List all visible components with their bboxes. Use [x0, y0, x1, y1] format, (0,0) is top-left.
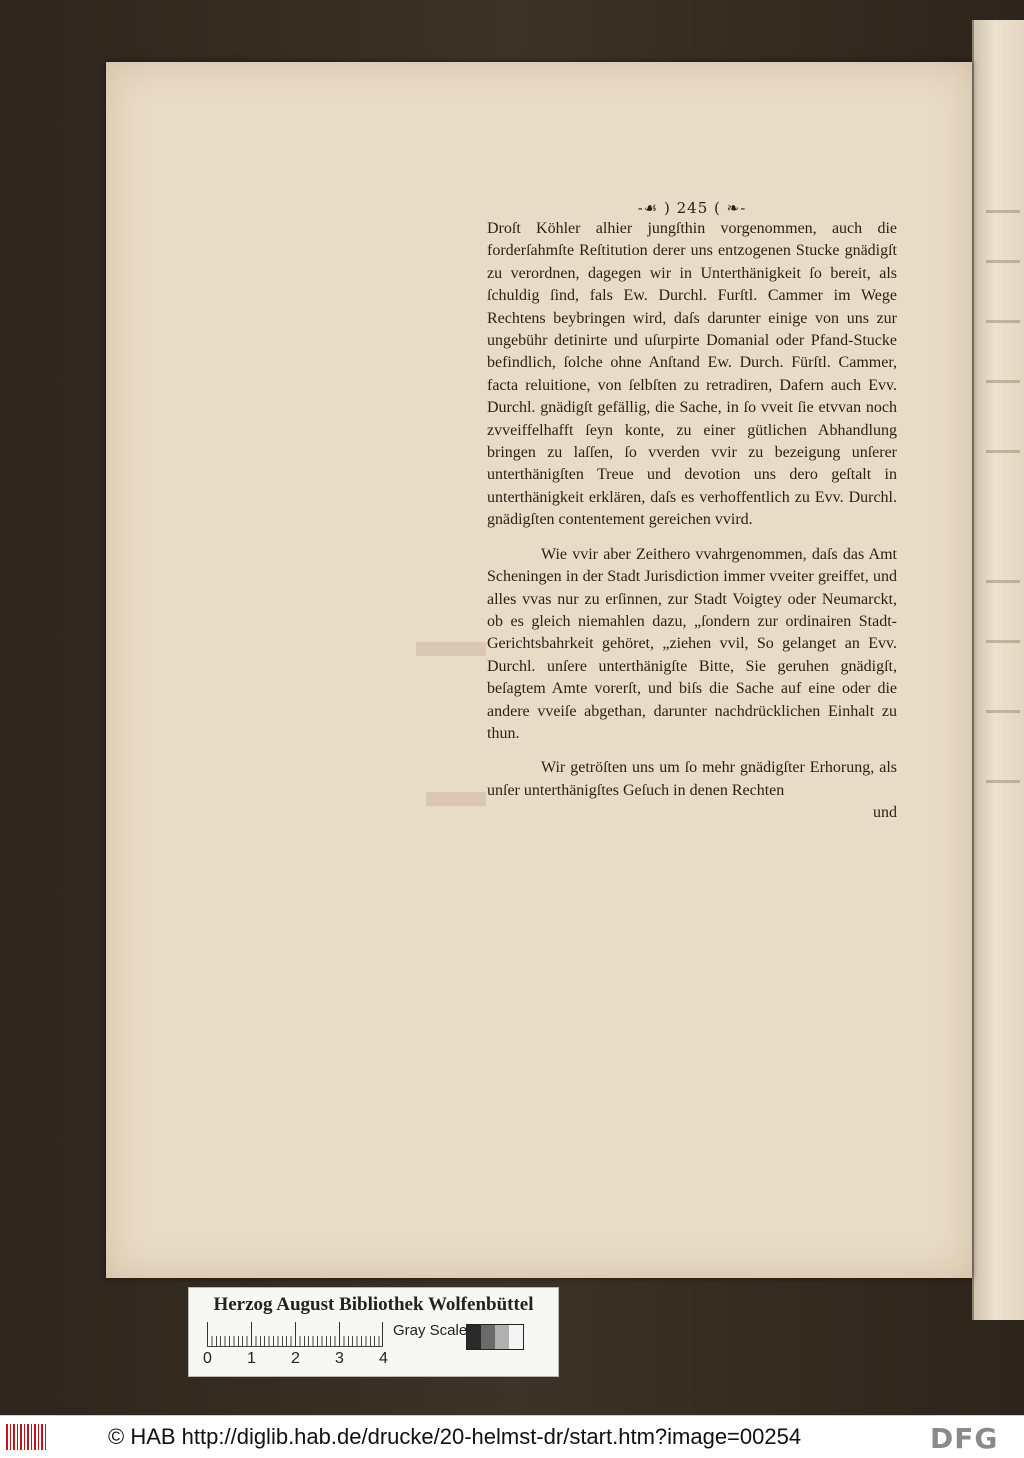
- ink-show-through: [416, 642, 486, 656]
- ruler-major-tick: [207, 1322, 208, 1346]
- gray-swatch: [495, 1325, 509, 1349]
- body-text: [487, 218, 897, 825]
- ruler-number: 2: [291, 1350, 300, 1367]
- running-head: -☙ ) 245 ( ❧-: [637, 199, 747, 217]
- ruler-major-tick: [382, 1322, 383, 1346]
- facing-page-bleed: [986, 210, 1020, 213]
- gray-scale-label: Gray Scale: [393, 1322, 468, 1339]
- ink-show-through: [426, 792, 486, 806]
- facing-page-edge: [972, 20, 1024, 1320]
- facing-page-bleed: [986, 320, 1020, 323]
- facing-page-bleed: [986, 580, 1020, 583]
- ruler-number: 0: [203, 1350, 212, 1367]
- ruler-major-tick: [251, 1322, 252, 1346]
- catchword: und: [873, 804, 897, 822]
- ruler-numbers: [201, 1350, 401, 1370]
- library-name: Herzog August Bibliothek Wolfenbüttel: [213, 1294, 534, 1315]
- facing-page-bleed: [986, 640, 1020, 643]
- gray-swatch: [481, 1325, 495, 1349]
- library-color-chart: [188, 1287, 559, 1377]
- ruler-number: 3: [335, 1350, 344, 1367]
- ruler-number: 1: [247, 1350, 256, 1367]
- gray-swatch: [509, 1325, 523, 1349]
- ruler-major-tick: [295, 1322, 296, 1346]
- hab-logo-icon: [6, 1424, 46, 1450]
- scale-ruler: [207, 1322, 383, 1347]
- ruler-major-tick: [339, 1322, 340, 1346]
- dfg-logo: DFG: [930, 1422, 999, 1455]
- facing-page-bleed: [986, 380, 1020, 383]
- paragraph-3: Wir getröſten uns um ſo mehr gnädigſter Erhorung, als unſer unterthänigſtes Geſuch in denen Rechten: [487, 759, 897, 799]
- paragraph-2: Wie vvir aber Zeithero vvahrgenommen, daſs das Amt Scheningen in der Stadt Jurisdiction immer vveiter greiffet, und alles vvas nur zu erſinnen, zur Stadt Voigtey oder Neumarckt, ob es gleich niemahlen dazu, „ſondern zur ordinairen Stadt-Gerichtsbahrkeit gehöret, „ziehen vvil, So gelanget an Evv. Durchl. unſere unterthänigſte Bitte, Sie geruhen gnädigſt, beſagtem Amte vorerſt, und biſs die Sache auf eine oder die andere vveiſe abgethan, darunter nachdrücklichen Einhalt zu thun.: [487, 545, 897, 742]
- ruler-number: 4: [379, 1350, 388, 1367]
- facing-page-bleed: [986, 450, 1020, 453]
- facing-page-bleed: [986, 780, 1020, 783]
- facing-page-bleed: [986, 710, 1020, 713]
- facing-page-bleed: [986, 260, 1020, 263]
- gray-swatch: [467, 1325, 481, 1349]
- paragraph-1: Droſt Köhler alhier jungſthin vorgenommen, auch die forderſahmſte Reſtitution derer uns entzogenen Stucke gnädigſt zu verordnen, dagegen wir in Unterthänigkeit ſo bereit, als ſchuldig ſind, fals Ew. Durchl. Furſtl. Cammer im Wege Rechtens beybringen wird, daſs darunter einige von uns zur ungebühr detinirte und uſurpirte Domanial oder Pfand-Stucke befindlich, ſolche ohne Anſtand Ew. Durch. Fürſtl. Cammer, facta reluitione, von ſelbſten zu retradiren, Dafern auch Evv. Durchl. gnädigſt gefällig, die Sache, in ſo vveit ſie etvvan noch zvveiffelhafft ſeyn konte, zu einer gütlichen Abhandlung bringen zu laſſen, ſo vverden vvir zu bezeigung unſerer unterthänigſten Treue und devotion uns dero geſtalt in unterthänigkeit erklären, daſs es verhoffentlich zu Evv. Durchl. gnädigſten contentement gereichen vvird.: [487, 220, 897, 529]
- gray-scale-swatches: [466, 1324, 524, 1350]
- footer-bar: [0, 1415, 1024, 1458]
- permalink-text[interactable]: © HAB http://diglib.hab.de/drucke/20-helmst-dr/start.htm?image=00254: [108, 1424, 802, 1449]
